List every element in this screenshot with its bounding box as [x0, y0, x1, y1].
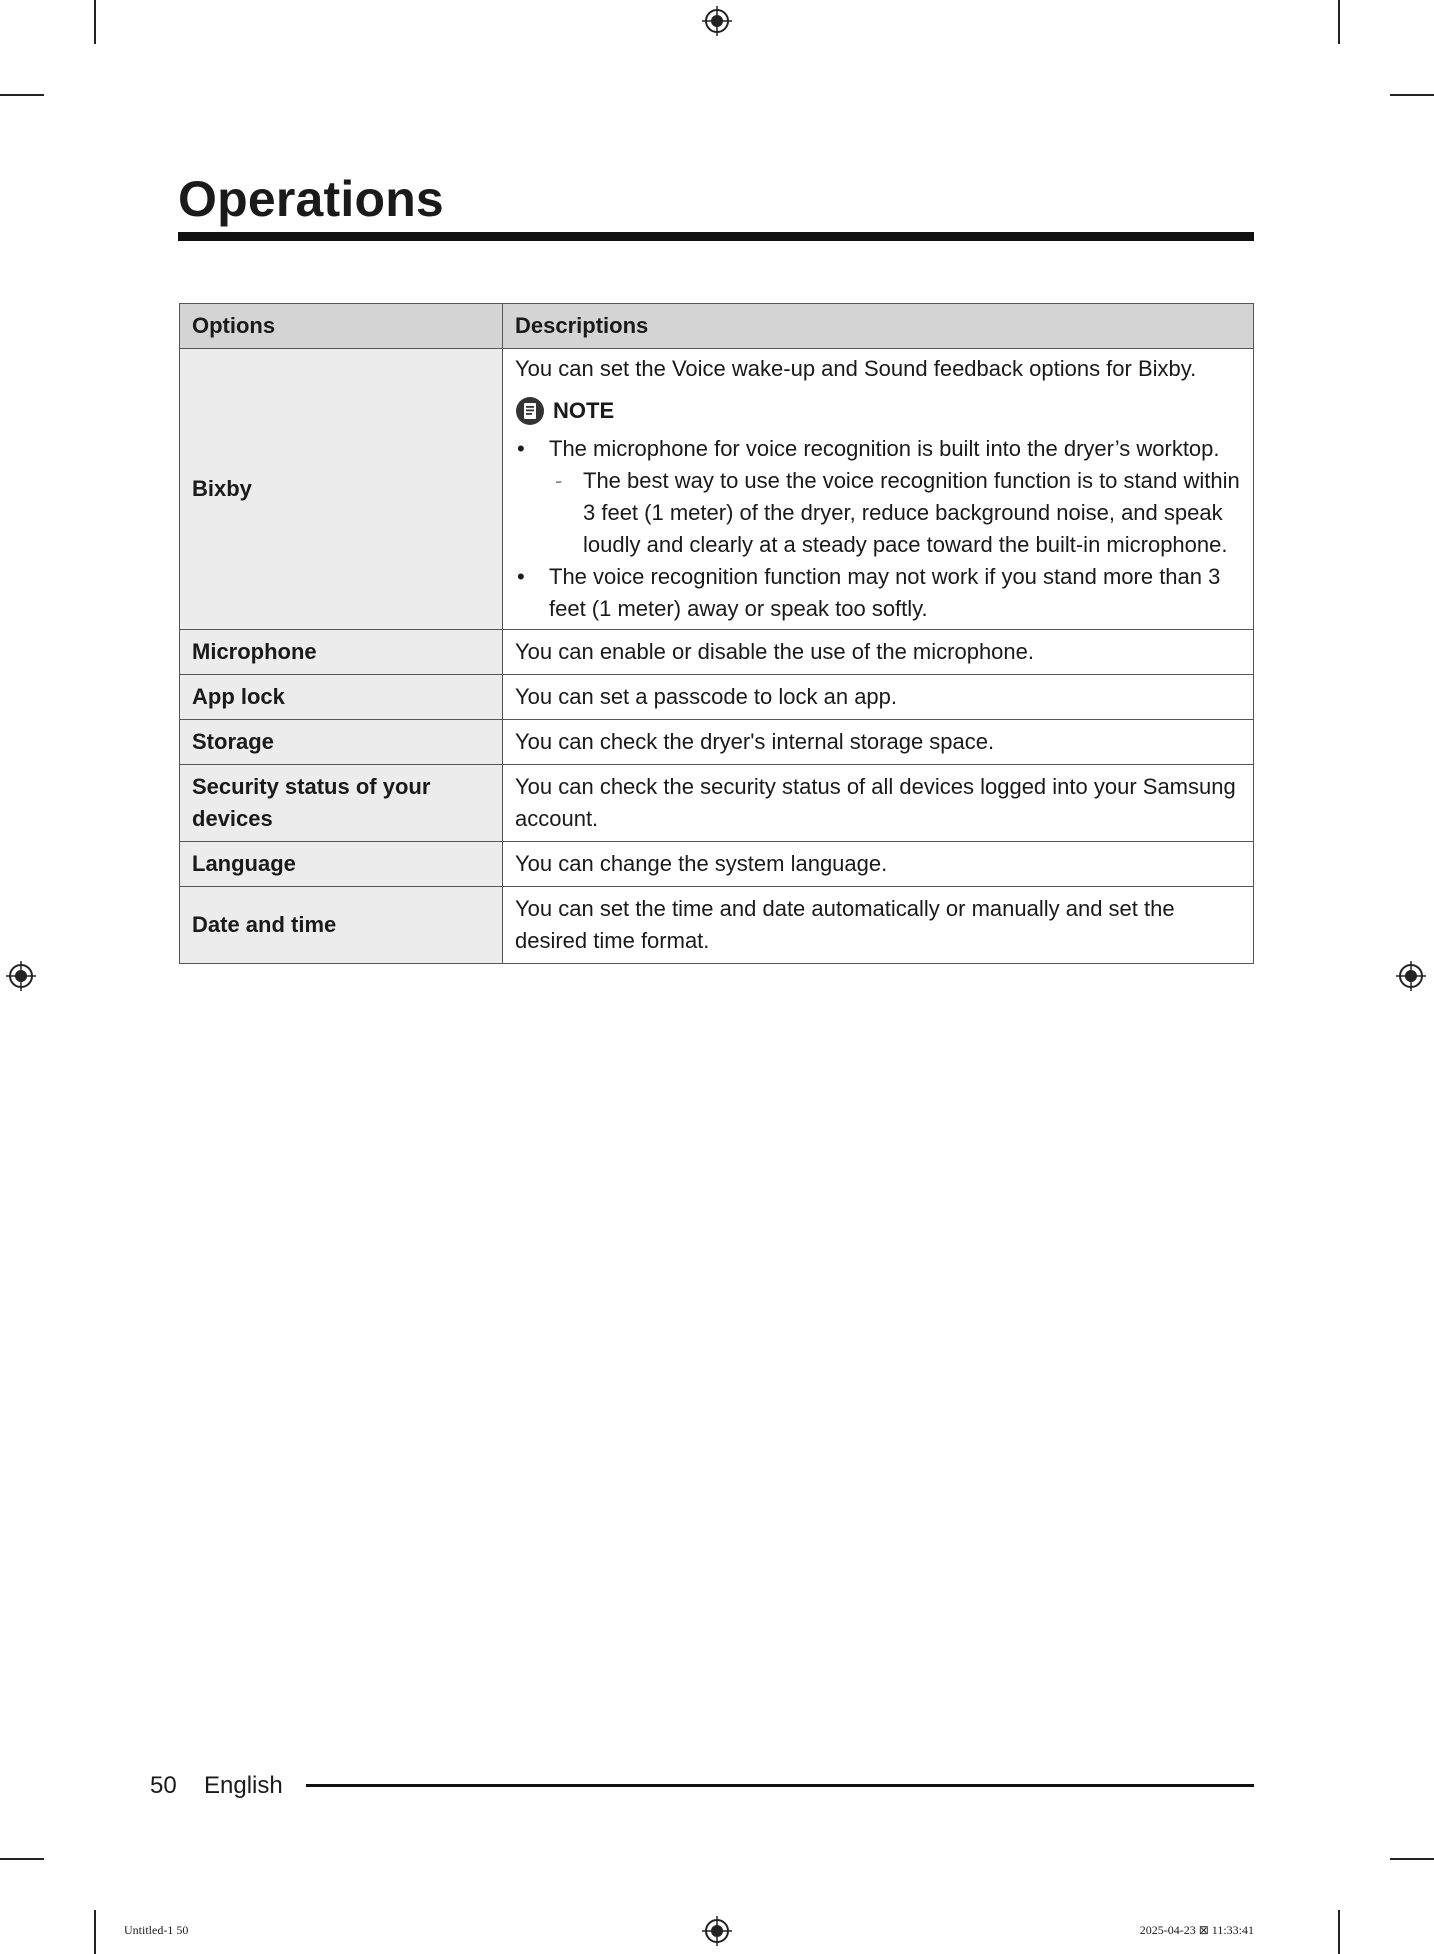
crop-mark: [1390, 94, 1434, 96]
option-cell: App lock: [180, 675, 503, 720]
registration-mark-icon: [1396, 961, 1426, 991]
crop-mark: [0, 94, 44, 96]
note-heading: [515, 395, 1241, 427]
crop-mark: [1338, 1910, 1340, 1954]
list-item: - The best way to use the voice recognition function is to stand within 3 feet (1 meter) of the dryer, reduce background noise, and speak loudly and clearly at a steady pace toward the built-in microphone.: [549, 465, 1241, 561]
note-sublist: [549, 465, 1241, 561]
page-title: Operations: [178, 171, 444, 227]
table-row: [180, 842, 1254, 887]
option-cell: Microphone: [180, 630, 503, 675]
crop-mark: [94, 1910, 96, 1954]
description-cell: You can check the dryer's internal storage space.: [503, 720, 1254, 765]
page-language: English: [204, 1772, 283, 1799]
options-table: [179, 303, 1254, 964]
description-cell: You can enable or disable the use of the microphone.: [503, 630, 1254, 675]
crop-mark: [94, 0, 96, 44]
note-label: NOTE: [553, 398, 615, 423]
description-cell: You can check the security status of all devices logged into your Samsung account.: [503, 765, 1254, 842]
note-bullet-2: The voice recognition function may not work if you stand more than 3 feet (1 meter) away or speak too softly.: [549, 564, 1221, 621]
slug-left: Untitled-1 50: [124, 1923, 189, 1937]
header-options: Options: [180, 304, 503, 349]
crop-mark: [1338, 0, 1340, 44]
option-cell: Storage: [180, 720, 503, 765]
table-row: [180, 765, 1254, 842]
description-bixby: [503, 349, 1254, 630]
page-number: 50: [150, 1772, 177, 1799]
registration-mark-icon: [702, 1916, 732, 1946]
footer-rule: [306, 1784, 1254, 1787]
crop-mark: [1390, 1858, 1434, 1860]
option-cell: Security status of your devices: [180, 765, 503, 842]
table-row: [180, 675, 1254, 720]
table-row: [180, 887, 1254, 964]
slug-right: 2025-04-23 ⊠ 11:33:41: [1139, 1923, 1254, 1937]
option-cell: Language: [180, 842, 503, 887]
option-bixby: Bixby: [180, 349, 503, 630]
crop-mark: [0, 1858, 44, 1860]
note-list: [515, 433, 1241, 625]
registration-mark-icon: [6, 961, 36, 991]
list-item: [515, 433, 1241, 561]
note-icon: [515, 396, 545, 426]
registration-mark-icon: [702, 6, 732, 36]
description-cell: You can set a passcode to lock an app.: [503, 675, 1254, 720]
table-row: [180, 349, 1254, 630]
description-cell: You can set the time and date automatically or manually and set the desired time format.: [503, 887, 1254, 964]
bixby-intro: You can set the Voice wake-up and Sound feedback options for Bixby.: [515, 356, 1197, 381]
note-bullet-1: The microphone for voice recognition is built into the dryer’s worktop.: [549, 436, 1220, 461]
list-item: [515, 561, 1241, 625]
table-header-row: [180, 304, 1254, 349]
description-cell: You can change the system language.: [503, 842, 1254, 887]
table-row: [180, 720, 1254, 765]
table-row: [180, 630, 1254, 675]
title-rule: [178, 232, 1254, 241]
header-descriptions: Descriptions: [503, 304, 1254, 349]
option-cell: Date and time: [180, 887, 503, 964]
